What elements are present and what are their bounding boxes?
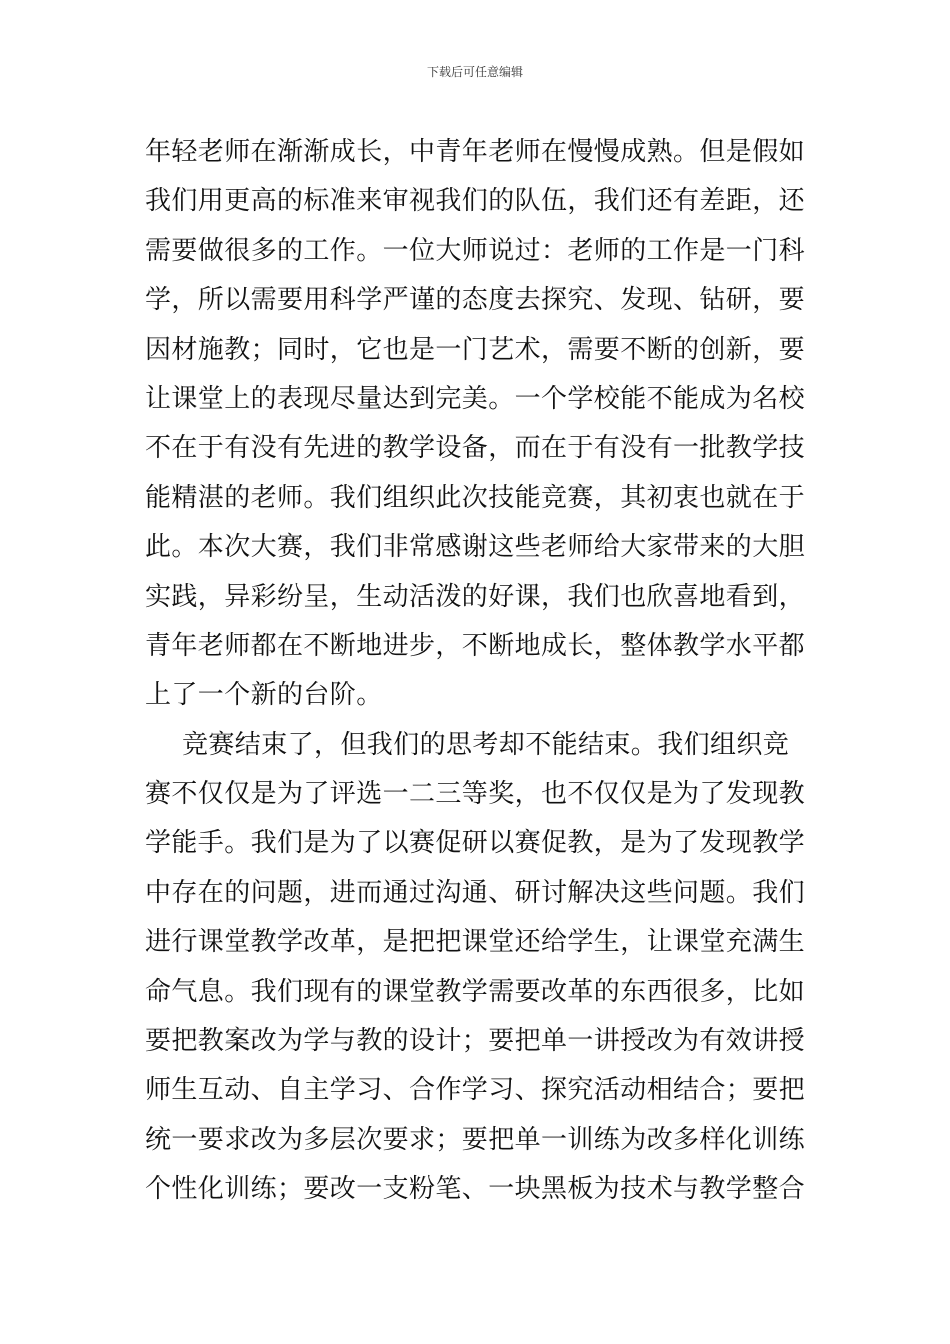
text-line: 要把教案改为学与教的设计；要把单一讲授改为有效讲授 <box>145 1026 806 1057</box>
text-line: 统一要求改为多层次要求；要把单一训练为改多样化训练 <box>145 1124 806 1155</box>
text-line: 需要做很多的工作。一位大师说过：老师的工作是一门科 <box>145 235 806 266</box>
document-body <box>145 128 815 1215</box>
paragraph-start-line: 竞赛结束了，但我们的思考却不能结束。我们组织竞 <box>182 729 790 760</box>
text-line: 能精湛的老师。我们组织此次技能竞赛，其初衷也就在于 <box>145 482 806 513</box>
text-line: 青年老师都在不断地进步，不断地成长，整体教学水平都 <box>145 630 806 661</box>
text-line: 我们用更高的标准来审视我们的队伍，我们还有差距，还 <box>145 186 806 217</box>
text-line: 赛不仅仅是为了评选一二三等奖，也不仅仅是为了发现教 <box>145 779 806 810</box>
text-line: 此。本次大赛，我们非常感谢这些老师给大家带来的大胆 <box>145 532 806 563</box>
text-line: 实践，异彩纷呈，生动活泼的好课，我们也欣喜地看到， <box>145 581 806 612</box>
text-line: 上了一个新的台阶。 <box>145 680 383 711</box>
text-line: 不在于有没有先进的教学设备，而在于有没有一批教学技 <box>145 433 806 464</box>
text-line: 让课堂上的表现尽量达到完美。一个学校能不能成为名校 <box>145 383 806 414</box>
text-line: 学能手。我们是为了以赛促研以赛促教，是为了发现教学 <box>145 828 806 859</box>
text-line: 进行课堂教学改革，是把把课堂还给学生，让课堂充满生 <box>145 927 806 958</box>
text-line: 中存在的问题，进而通过沟通、研讨解决这些问题。我们 <box>145 877 806 908</box>
text-line: 因材施教；同时，它也是一门艺术，需要不断的创新，要 <box>145 334 806 365</box>
text-line: 学，所以需要用科学严谨的态度去探究、发现、钻研，要 <box>145 285 806 316</box>
page-header: 下载后可任意编辑 <box>426 65 523 79</box>
text-line: 师生互动、自主学习、合作学习、探究活动相结合；要把 <box>145 1075 806 1106</box>
text-line: 个性化训练；要改一支粉笔、一块黑板为技术与教学整合 <box>145 1174 806 1205</box>
text-line: 命气息。我们现有的课堂教学需要改革的东西很多，比如 <box>145 976 806 1007</box>
text-line: 年轻老师在渐渐成长，中青年老师在慢慢成熟。但是假如 <box>145 137 806 167</box>
